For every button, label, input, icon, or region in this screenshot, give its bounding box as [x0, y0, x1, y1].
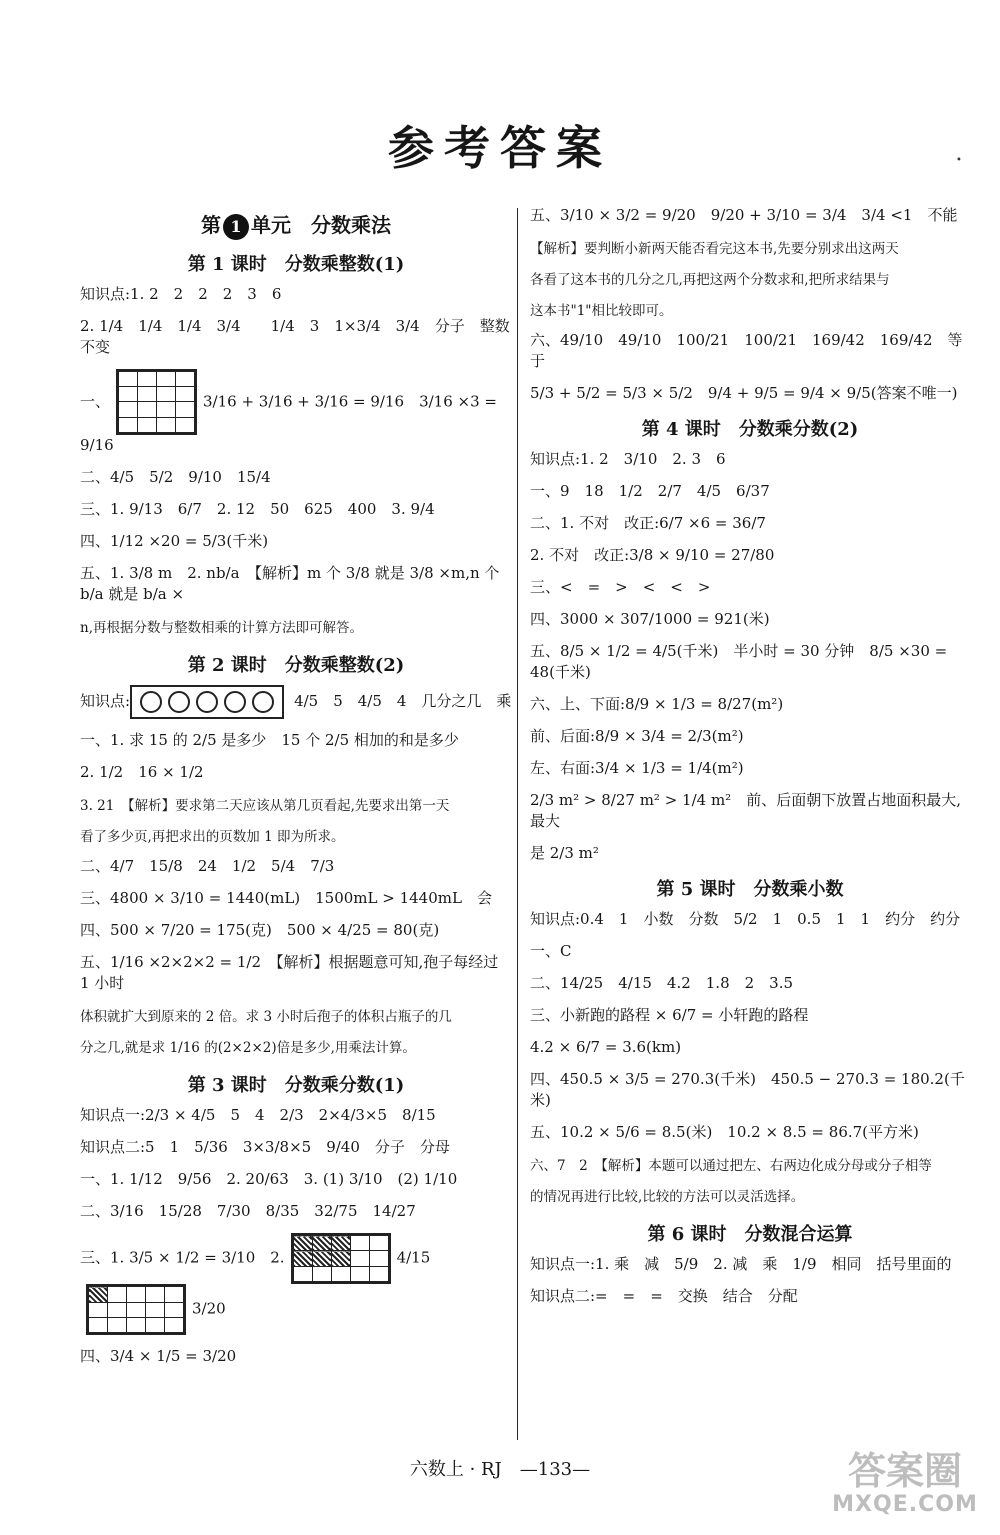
answer-line: 前、后面:8/9 × 3/4 = 2/3(m²) [530, 727, 744, 745]
circles-figure [130, 685, 284, 719]
analysis-text: 【解析】要判断小新两天能否看完这本书,先要分别求出这两天 [530, 241, 899, 257]
answer-line: 2/3 m² > 8/27 m² > 1/4 m² 前、后面朝下放置占地面积最大,最大 [530, 791, 961, 830]
lesson-heading: 第 4 课时 分数乘分数(2) [641, 419, 859, 440]
answer-line: 2. 1/4 1/4 1/4 3/4 1/4 3 1×3/4 3/4 分子 整数 不变 [80, 316, 525, 356]
answer-line: 三、小新跑的路程 × 6/7 = 小轩跑的路程 [530, 1006, 809, 1024]
lesson-heading: 第 6 课时 分数混合运算 [647, 1224, 853, 1245]
analysis-text: n,再根据分数与整数相乘的计算方法即可解答。 [80, 620, 363, 637]
answer-line: 一、C [530, 942, 572, 960]
answer-line: 二、1. 不对 改正:6/7 ×6 = 36/7 [530, 514, 766, 532]
answer-fraction: 4/15 [396, 1248, 431, 1267]
right-column [530, 205, 970, 1318]
unit-title: 单元 分数乘法 [251, 213, 391, 237]
unit-prefix: 第 [201, 213, 221, 237]
answer-text: 3/16 + 3/16 + 3/16 = 9/16 3/16 ×3 = 9/16 [80, 391, 497, 455]
circle-icon [224, 691, 246, 713]
answer-line: 5/3 + 5/2 = 5/3 × 5/2 9/4 + 9/5 = 9/4 × 9/5(答案不唯一) [530, 384, 958, 402]
lesson-heading: 第 1 课时 分数乘整数(1) [187, 253, 405, 275]
watermark-text: 答案圈 [847, 1449, 962, 1493]
analysis-text: 六、7 2 【解析】本题可以通过把左、右两边化成分母或分子相等 [530, 1158, 932, 1174]
lesson-heading: 第 5 课时 分数乘小数 [656, 879, 844, 900]
answer-line: 知识点二:= = = 交换 结合 分配 [530, 1287, 798, 1305]
answer-line: 知识点:0.4 1 小数 分数 5/2 1 0.5 1 1 约分 约分 [530, 910, 961, 928]
answer-line: 2. 不对 改正:3/8 × 9/10 = 27/80 [530, 546, 775, 564]
unit-heading [80, 209, 512, 240]
answer-line: 是 2/3 m² [530, 844, 599, 862]
answer-line: 三、< = > < < > [530, 578, 711, 596]
answer-line: 六、49/10 49/10 100/21 100/21 169/42 169/42 等于 [530, 331, 963, 370]
analysis-text: 各看了这本书的几分之几,再把这两个分数求和,把所求结果与 [530, 272, 890, 288]
answer-line: 二、4/7 15/8 24 1/2 5/4 7/3 [80, 857, 335, 876]
answer-line: 二、14/25 4/15 4.2 1.8 2 3.5 [530, 974, 794, 992]
answer-line: 一、1. 1/12 9/56 2. 20/63 3. (1) 3/10 (2) 1/10 [80, 1170, 458, 1189]
analysis-text: 3. 21 【解析】要求第二天应该从第几页看起,先要求出第一天 [80, 798, 450, 815]
circle-icon [252, 691, 274, 713]
answer-line: 六、上、下面:8/9 × 1/3 = 8/27(m²) [530, 695, 784, 713]
answer-prefix: 知识点: [80, 692, 131, 711]
answer-line: 四、3/4 × 1/5 = 3/20 [80, 1347, 237, 1366]
answer-line: 五、3/10 × 3/2 = 9/20 9/20 + 3/10 = 3/4 3/4 <1 不能 [530, 206, 958, 224]
analysis-text: 看了多少页,再把求出的页数加 1 即为所求。 [80, 829, 345, 846]
lesson-heading: 第 2 课时 分数乘整数(2) [187, 655, 405, 677]
lesson-heading: 第 3 课时 分数乘分数(1) [187, 1075, 405, 1097]
answer-text: 三、1. 3/5 × 1/2 = 3/10 2. [80, 1248, 285, 1267]
circle-icon [196, 691, 218, 713]
answer-line: 二、4/5 5/2 9/10 15/4 [80, 468, 271, 487]
answer-line: 五、1. 3/8 m 2. nb/a 【解析】m 个 3/8 就是 3/8 ×m,n 个 b/a 就是 b/a × [80, 564, 500, 604]
answer-line: 知识点一:1. 乘 减 5/9 2. 减 乘 1/9 相同 括号里面的 [530, 1255, 952, 1273]
answer-line: 四、1/12 ×20 = 5/3(千米) [80, 532, 269, 551]
page-footer: 六数上 · RJ —133— [409, 1459, 591, 1480]
answer-line: 三、1. 9/13 6/7 2. 12 50 625 400 3. 9/4 [80, 500, 435, 519]
answer-line: 一、1. 求 15 的 2/5 是多少 15 个 2/5 相加的和是多少 [80, 731, 459, 750]
watermark-logo [830, 1450, 980, 1530]
answer-line [80, 685, 512, 719]
answer-line: 三、4800 × 3/10 = 1440(mL) 1500mL > 1440mL 会 [80, 889, 492, 908]
answer-fraction: 3/20 [192, 1299, 226, 1318]
analysis-text: 这本书"1"相比较即可。 [530, 303, 673, 319]
answer-line: 二、3/16 15/28 7/30 8/35 32/75 14/27 [80, 1202, 416, 1221]
analysis-text: 分之几,就是求 1/16 的(2×2×2)倍是多少,用乘法计算。 [80, 1040, 416, 1057]
answer-line: 一、9 18 1/2 2/7 4/5 6/37 [530, 482, 770, 500]
watermark-url: MXQE.COM [832, 1492, 978, 1517]
page-title: 参考答案 [388, 121, 612, 175]
scan-mark: • [956, 155, 962, 166]
answer-line: 知识点二:5 1 5/36 3×3/8×5 9/40 分子 分母 [80, 1138, 450, 1157]
circle-icon [140, 691, 162, 713]
answer-line [80, 369, 512, 457]
answer-grid-figure [291, 1233, 391, 1284]
answer-line: 四、500 × 7/20 = 175(克) 500 × 4/25 = 80(克) [80, 921, 440, 940]
answer-text: 4/5 5 4/5 4 几分之几 乘 [294, 692, 512, 711]
column-divider [517, 208, 518, 1440]
circle-icon [168, 691, 190, 713]
answer-line: 知识点:1. 2 3/10 2. 3 6 [530, 450, 726, 468]
answer-line: 五、10.2 × 5/6 = 8.5(米) 10.2 × 8.5 = 86.7(平方米) [530, 1123, 919, 1141]
answer-grid-figure [86, 1284, 186, 1335]
unit-number-badge: 1 [223, 214, 249, 240]
answer-line: 五、1/16 ×2×2×2 = 1/2 【解析】根据题意可知,孢子每经过 1 小时 [80, 953, 499, 993]
answer-prefix: 一、 [80, 391, 111, 410]
answer-line: 左、右面:3/4 × 1/3 = 1/4(m²) [530, 759, 744, 777]
answer-line: 知识点一:2/3 × 4/5 5 4 2/3 2×4/3×5 8/15 [80, 1106, 436, 1125]
answer-line: 五、8/5 × 1/2 = 4/5(千米) 半小时 = 30 分钟 8/5 ×30 = 48(千米) [530, 642, 948, 681]
analysis-text: 的情况再进行比较,比较的方法可以灵活选择。 [530, 1189, 805, 1205]
answer-line: 四、450.5 × 3/5 = 270.3(千米) 450.5 − 270.3 = 180.2(千米) [530, 1070, 965, 1109]
analysis-text: 体积就扩大到原来的 2 倍。求 3 小时后孢子的体积占瓶子的几 [80, 1009, 452, 1026]
answer-grid-figure [116, 369, 197, 436]
answer-line: 4.2 × 6/7 = 3.6(km) [530, 1038, 682, 1056]
answer-line [80, 1233, 512, 1335]
left-column [80, 205, 525, 1378]
answer-line: 四、3000 × 307/1000 = 921(米) [530, 610, 770, 628]
answer-line: 2. 1/2 16 × 1/2 [80, 763, 204, 782]
answer-line: 知识点:1. 2 2 2 2 3 6 [80, 284, 282, 303]
